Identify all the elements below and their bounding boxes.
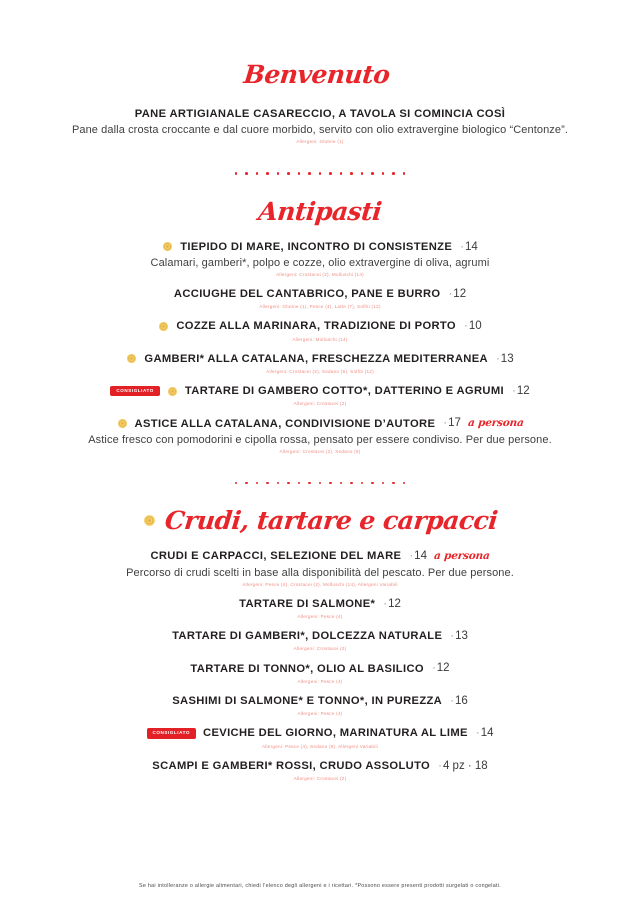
menu-item-title-row [40,416,600,430]
divider-dot [308,482,311,485]
price-separator: · [383,597,388,610]
price-value: 14 [414,550,427,563]
menu-item-title-row [40,661,600,675]
menu-item-description: Pane dalla crosta croccante e dal cuore morbido, servito con olio extravergine biologico “Centonze”. [71,124,569,136]
divider-dot [266,172,269,175]
divider-dot [298,172,301,175]
menu-item [40,352,600,374]
menu-item-title-row [40,726,600,740]
divider-dot [245,172,248,175]
menu-item-name: COZZE ALLA MARINARA, TRADIZIONE DI PORTO [176,320,456,333]
divider-dot [266,482,269,485]
menu-item-title-row [40,759,600,773]
divider-dot [319,172,322,175]
divider-dot [329,172,332,175]
menu-item-name: TARTARE DI TONNO*, OLIO AL BASILICO [190,662,424,675]
status-badge-consigliato: CONSIGLIATO [110,386,160,397]
price-value: 13 [500,352,514,365]
menu-item-name: SCAMPI E GAMBERI* ROSSI, CRUDO ASSOLUTO [152,759,431,772]
price-separator: · [443,417,448,430]
menu-item-name: ASTICE ALLA CATALANA, CONDIVISIONE D’AUTORE [134,417,436,430]
price-separator: · [450,630,455,642]
price-value: 12 [516,385,530,397]
price-separator: · [463,320,468,333]
menu-item-pane [40,107,600,144]
menu-item-name: TARTARE DI GAMBERO COTTO*, DATTERINO E AGRUMI [184,385,504,398]
divider-dot [392,172,395,175]
menu-item-allergens: Allergeni: Molluschi (14) [292,336,348,342]
price-value: 14 [465,240,478,253]
menu-item-allergens: Allergeni: Pesce (4) [297,614,343,619]
divider-dot [245,482,248,485]
menu-item-title-row [40,384,600,398]
menu-item-allergens: Allergeni: Crostacei (2), Sedano (9), Solfiti (12) [266,369,374,374]
section-heading-benvenuto: Benvenuto [242,60,392,89]
price-separator: · [431,662,436,675]
gold-seal-icon [143,514,156,527]
price-separator: · [460,240,464,253]
menu-item-title-row [40,287,600,301]
menu-item [40,661,600,683]
divider-dot [308,172,311,175]
menu-item-title-row [40,107,600,121]
divider-dot [340,172,343,175]
gold-seal-icon [162,241,173,252]
menu-item-allergens: Allergeni: Crostacei (2) [293,401,347,407]
price-value: 16 [454,694,468,707]
price-separator: · [495,352,500,365]
menu-item [40,759,600,781]
menu-item [40,384,600,406]
price-value: 17 [448,417,461,430]
price-value: 14 [480,727,494,740]
menu-item-name: ACCIUGHE DEL CANTABRICO, PANE E BURRO [173,288,441,301]
menu-item-allergens: Allergeni: Pesce (4), Crostacei (2), Molluschi (14), Allergeni Variabili [242,581,398,587]
menu-item-title-row [40,597,600,611]
menu-item-price [408,549,427,563]
menu-item-name: SASHIMI DI SALMONE* E TONNO*, IN PUREZZA [172,694,443,707]
menu-item-title-row [40,549,600,563]
status-badge-consigliato: CONSIGLIATO [147,728,197,739]
menu-item-name: TIEPIDO DI MARE, INCONTRO DI CONSISTENZE [180,240,453,253]
menu-item-price [449,694,468,708]
per-person-note: a persona [433,549,491,562]
divider-dot [382,172,385,175]
menu-item [40,694,600,716]
menu-item-allergens: Allergeni: Crostacei (2) [293,775,347,781]
price-separator: · [511,385,516,397]
divider-dot [350,482,353,485]
menu-item-allergens: Allergeni: Crostacei (2), Sedano (9) [279,448,361,454]
menu-item-allergens: Allergeni: Crostacei (2), Molluschi (14) [276,271,364,277]
divider-dot [277,172,280,175]
per-person-note: a persona [467,417,525,429]
menu-item-description: Calamari, gamberi*, polpo e cozze, olio extravergine di oliva, agrumi [150,256,490,269]
menu-item-allergens: Allergeni: Crostacei (2) [293,646,347,652]
section-heading-crudi: Crudi, tartare e carpacci [163,506,499,536]
menu-item-name: PANE ARTIGIANALE CASARECCIO, A TAVOLA SI COMINCIA COSÌ [134,108,506,120]
price-separator: · [448,287,453,300]
price-separator: · [475,727,480,740]
menu-item-title-row [40,240,600,254]
divider-dot [361,172,364,175]
menu-item-price [463,319,482,333]
divider-dot [287,482,290,485]
menu-item-price [495,352,514,366]
menu-item [40,319,600,341]
menu-item-price [382,597,401,611]
divider-dot [329,482,332,485]
menu-item-price [437,759,488,773]
footer-allergy-note: Se hai intolleranze o allergie alimentari, chiedi l’elenco degli allergeni e i ricettari. *Possono essere presenti prodotti surgelati o congelati. [139,883,501,889]
price-separator: · [409,550,414,563]
menu-item [40,549,600,586]
menu-item-price [431,661,450,675]
price-value: 10 [468,320,482,333]
menu-item-allergens: Allergeni: Glutine (1), Pesce (4), Latte (7), Solfiti (12) [259,304,381,310]
divider-dot [235,172,238,175]
price-value: 12 [388,597,401,610]
menu-item-price [475,726,494,740]
divider-dot [371,172,374,175]
menu-item [40,240,600,277]
menu-item-description: Percorso di crudi scelti in base alla disponibilità del pescato. Per due persone. [126,566,514,579]
menu-item-allergens: Allergeni: Pesce (4) [297,678,343,684]
menu-item [40,597,600,619]
menu-item [40,416,600,453]
menu-item-price [511,384,530,398]
price-value: 13 [455,630,468,642]
menu-item [40,629,600,651]
divider-dot [403,172,406,175]
menu-item-allergens: Allergeni: Pesce (4), Sedano (9), Allergeni Variabili [261,743,379,749]
menu-item-price [459,240,478,254]
divider-dot [371,482,374,485]
menu-item-name: GAMBERI* ALLA CATALANA, FRESCHEZZA MEDITERRANEA [144,352,488,365]
divider-dot [287,172,290,175]
menu-item-price [442,416,461,430]
price-separator: · [438,759,442,772]
section-heading-crudi-row [40,506,600,536]
menu-item-name: TARTARE DI SALMONE* [239,597,376,610]
menu-item [40,287,600,309]
menu-item-title-row [40,694,600,708]
price-value: 12 [436,662,450,675]
menu-item-title-row [40,319,600,333]
menu-item-title-row [40,352,600,366]
menu-item-name: TARTARE DI GAMBERI*, DOLCEZZA NATURALE [172,630,443,643]
section-heading-antipasti: Antipasti [257,196,383,226]
price-value: 12 [453,287,467,300]
gold-seal-icon [158,321,169,332]
menu-item-price [447,287,466,301]
gold-seal-icon [117,418,128,429]
menu-item-price [449,629,468,643]
menu-item-allergens: Allergeni: Glutine (1) [296,139,344,144]
menu-item [40,726,600,748]
gold-seal-icon [167,386,178,397]
price-value: 4 pz · 18 [442,759,488,772]
menu-item-name: CEVICHE DEL GIORNO, MARINATURA AL LIME [203,727,468,740]
menu-item-allergens: Allergeni: Pesce (4) [297,711,343,717]
menu-item-name: CRUDI E CARPACCI, SELEZIONE DEL MARE [150,550,402,563]
price-separator: · [450,694,454,707]
menu-item-description: Astice fresco con pomodorini e cipolla rossa, pensato per essere condiviso. Per due persone. [88,433,552,446]
menu-item-title-row [40,629,600,643]
gold-seal-icon [126,353,137,364]
divider-dot [350,172,353,175]
divider-dot [256,172,259,175]
divider-dot [392,482,395,485]
